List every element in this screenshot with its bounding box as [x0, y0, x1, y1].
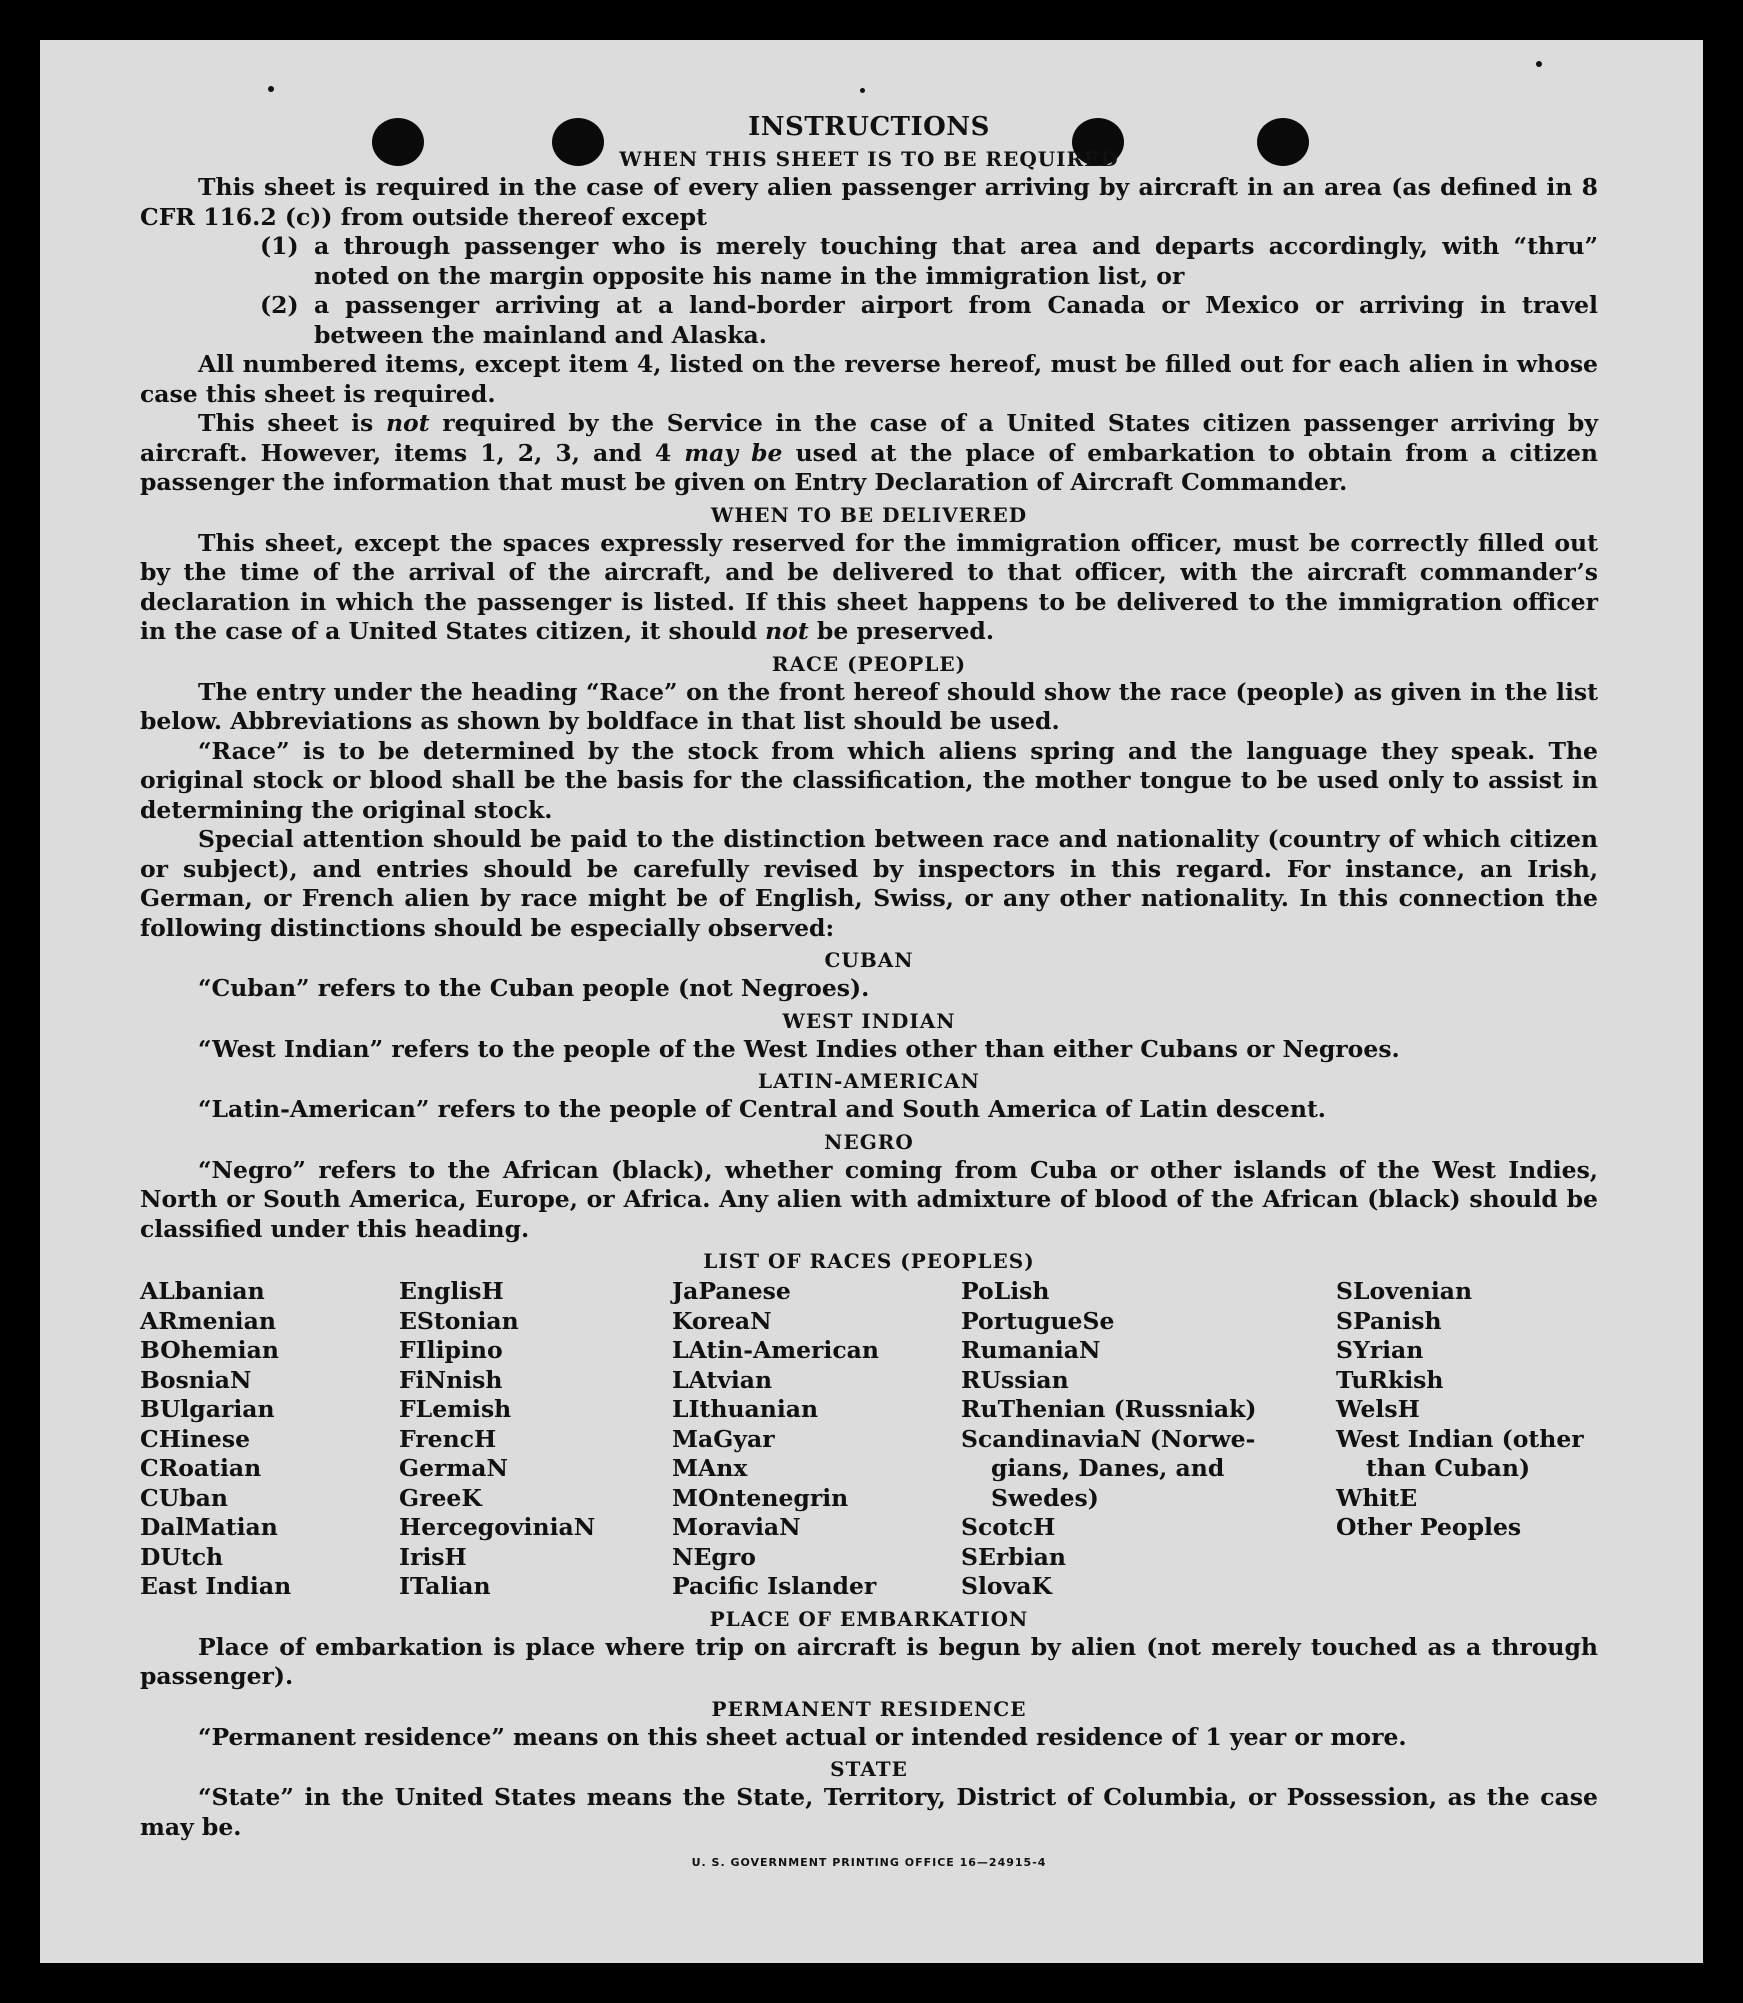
- speck: [268, 86, 274, 92]
- paragraph: [140, 529, 1598, 647]
- paragraph: “Cuban” refers to the Cuban people (not Negroes).: [198, 974, 870, 1002]
- race-entry: HercegoviniaN: [399, 1513, 596, 1541]
- text-run: be preserved.: [808, 617, 995, 645]
- race-entry: ALbanian: [140, 1277, 265, 1305]
- paragraph: [140, 409, 1598, 498]
- race-entry: SErbian: [961, 1542, 1066, 1571]
- race-entry: FLemish: [399, 1395, 512, 1423]
- race-entry: FIlipino: [399, 1336, 503, 1364]
- race-entry: LAtin-American: [672, 1336, 879, 1364]
- item-number: (2): [260, 291, 299, 319]
- race-entry: Pacific Islander: [672, 1572, 877, 1600]
- item-text: a through passenger who is merely touching that area and departs accordingly, with “thru” noted on the margin opposite his name in the immigration list, or: [314, 232, 1598, 290]
- paragraph: Special attention should be paid to the distinction between race and nationality (country of which citizen or subject), and entries should be carefully revised by inspectors in this regard. For instance, an Irish, German, or French alien by race might be of English, Swiss, or any other nationality. In this connection the following distinctions should be especially observed:: [140, 825, 1598, 942]
- race-entry: West Indian (other: [1336, 1424, 1584, 1453]
- race-entry: EnglisH: [399, 1277, 504, 1305]
- heading-cuban: CUBAN: [824, 948, 914, 972]
- printer-imprint: U. S. GOVERNMENT PRINTING OFFICE 16—24915-4: [691, 1856, 1047, 1869]
- race-entry: SYrian: [1336, 1336, 1424, 1364]
- heading-state: STATE: [830, 1757, 908, 1781]
- paragraph: “State” in the United States means the State, Territory, District of Columbia, or Possession, as the case may be.: [140, 1783, 1598, 1841]
- text-run: used at the place of embarkation to obtain from a citizen passenger the information that must be given on Entry Declaration of Aircraft Commander.: [140, 438, 1599, 496]
- race-entry: ITalian: [399, 1572, 491, 1600]
- race-entry: PortugueSe: [961, 1306, 1115, 1335]
- speck: [860, 88, 865, 93]
- race-entry: WelsH: [1336, 1395, 1420, 1423]
- race-entry: MAnx: [672, 1454, 748, 1482]
- text-run: not: [765, 617, 809, 645]
- text-run: This sheet is: [198, 409, 386, 437]
- race-entry: Swedes): [991, 1483, 1099, 1512]
- race-entry: DalMatian: [140, 1513, 278, 1541]
- race-entry: CUban: [140, 1483, 228, 1512]
- race-entry: SlovaK: [961, 1572, 1052, 1600]
- race-entry: EStonian: [399, 1306, 519, 1335]
- races-column: [961, 1277, 1336, 1602]
- paragraph: “Race” is to be determined by the stock from which aliens spring and the language they speak. The original stock or blood shall be the basis for the classification, the mother tongue to be used only to assist in determining the original stock.: [140, 736, 1598, 824]
- race-entry: IrisH: [399, 1542, 467, 1571]
- heading-when-delivered: WHEN TO BE DELIVERED: [710, 502, 1028, 527]
- heading-permanent-residence: PERMANENT RESIDENCE: [711, 1696, 1027, 1721]
- item-text: a passenger arriving at a land-border airport from Canada or Mexico or arriving in travel between the mainland and Alaska.: [314, 291, 1598, 349]
- paragraph: “Latin-American” refers to the people of Central and South America of Latin descent.: [198, 1095, 1326, 1123]
- heading-race: RACE (PEOPLE): [771, 651, 967, 676]
- races-column: [140, 1277, 399, 1602]
- race-entry: SPanish: [1336, 1306, 1442, 1335]
- race-entry: Other Peoples: [1336, 1513, 1522, 1541]
- race-entry: GreeK: [399, 1483, 482, 1512]
- paragraph: The entry under the heading “Race” on the front hereof should show the race (people) as given in the list below. Abbreviations as shown by boldface in that list should be used.: [140, 677, 1598, 735]
- heading-place-of-embarkation: PLACE OF EMBARKATION: [709, 1606, 1029, 1631]
- speck: [1536, 61, 1542, 67]
- instructions-content: [140, 112, 1598, 1878]
- race-entry: GermaN: [399, 1454, 508, 1482]
- paragraph: “Negro” refers to the African (black), whether coming from Cuba or other islands of the West Indies, North or South America, Europe, or Africa. Any alien with admixture of blood of the African (black) should be classified under this heading.: [140, 1155, 1598, 1243]
- race-entry: BOhemian: [140, 1336, 279, 1364]
- race-entry: RumaniaN: [961, 1336, 1101, 1364]
- item-number: (1): [260, 232, 299, 260]
- page-title: INSTRUCTIONS: [748, 112, 990, 142]
- race-entry: SLovenian: [1336, 1277, 1473, 1305]
- heading-when-required: WHEN THIS SHEET IS TO BE REQUIRED: [619, 147, 1119, 171]
- race-entry: ScotcH: [961, 1513, 1056, 1541]
- race-entry: NEgro: [672, 1542, 756, 1571]
- race-entry: LIthuanian: [672, 1395, 819, 1423]
- race-entry: ARmenian: [140, 1306, 276, 1335]
- paragraph: Place of embarkation is place where trip on aircraft is begun by alien (not merely touched as a through passenger).: [140, 1632, 1598, 1690]
- race-entry: CRoatian: [140, 1454, 262, 1482]
- race-entry: RUssian: [961, 1365, 1069, 1394]
- text-run: not: [385, 409, 430, 437]
- heading-list-of-races: LIST OF RACES (PEOPLES): [703, 1249, 1035, 1273]
- race-entry: FiNnish: [399, 1365, 503, 1394]
- races-column: [1336, 1277, 1598, 1602]
- race-entry: JaPanese: [672, 1277, 791, 1305]
- race-entry: East Indian: [140, 1572, 292, 1600]
- race-entry: MOntenegrin: [672, 1483, 849, 1512]
- race-entry: CHinese: [140, 1424, 251, 1453]
- list-item: [260, 232, 1598, 291]
- heading-west-indian: WEST INDIAN: [782, 1008, 956, 1033]
- text-run: required by the Service in the case of a United States citizen passenger arriving by aircraft. However, items 1, 2, 3, and 4: [140, 409, 1598, 467]
- races-column: [672, 1277, 961, 1602]
- race-entry: TuRkish: [1336, 1365, 1444, 1394]
- heading-latin-american: LATIN-AMERICAN: [758, 1069, 980, 1093]
- text-run: may be: [684, 438, 783, 467]
- paragraph: “West Indian” refers to the people of the West Indies other than either Cubans or Negroes.: [198, 1034, 1400, 1063]
- race-entry: FrencH: [399, 1424, 497, 1453]
- race-entry: BosniaN: [140, 1365, 252, 1394]
- paragraph: This sheet is required in the case of every alien passenger arriving by aircraft in an area (as defined in 8 CFR 116.2 (c)) from outside thereof except: [140, 173, 1598, 231]
- races-column: [399, 1277, 672, 1602]
- race-entry: MaGyar: [672, 1424, 775, 1453]
- text-run: This sheet, except the spaces expressly reserved for the immigration officer, must be correctly filled out by the time of the arrival of the aircraft, and be delivered to that officer, with the aircraft commander’s declaration in which the passenger is listed. If this sheet happens to be delivered to the immigration officer in the case of a United States citizen, it should: [140, 528, 1598, 645]
- heading-negro: NEGRO: [824, 1129, 914, 1154]
- race-entry: LAtvian: [672, 1365, 773, 1394]
- race-entry: RuThenian (Russniak): [961, 1395, 1257, 1423]
- race-entry: ScandinaviaN (Norwe-: [961, 1424, 1256, 1453]
- races-list: [140, 1277, 1598, 1602]
- race-entry: KoreaN: [672, 1306, 772, 1335]
- race-entry: MoraviaN: [672, 1513, 801, 1541]
- race-entry: BUlgarian: [140, 1395, 275, 1423]
- race-entry: DUtch: [140, 1542, 224, 1571]
- race-entry: than Cuban): [1366, 1454, 1531, 1482]
- race-entry: gians, Danes, and: [991, 1454, 1225, 1482]
- race-entry: PoLish: [961, 1277, 1050, 1305]
- paragraph: “Permanent residence” means on this sheet actual or intended residence of 1 year or more.: [198, 1722, 1407, 1751]
- race-entry: WhitE: [1336, 1483, 1418, 1512]
- paragraph: All numbered items, except item 4, listed on the reverse hereof, must be filled out for each alien in whose case this sheet is required.: [140, 350, 1598, 408]
- list-item: [260, 291, 1598, 350]
